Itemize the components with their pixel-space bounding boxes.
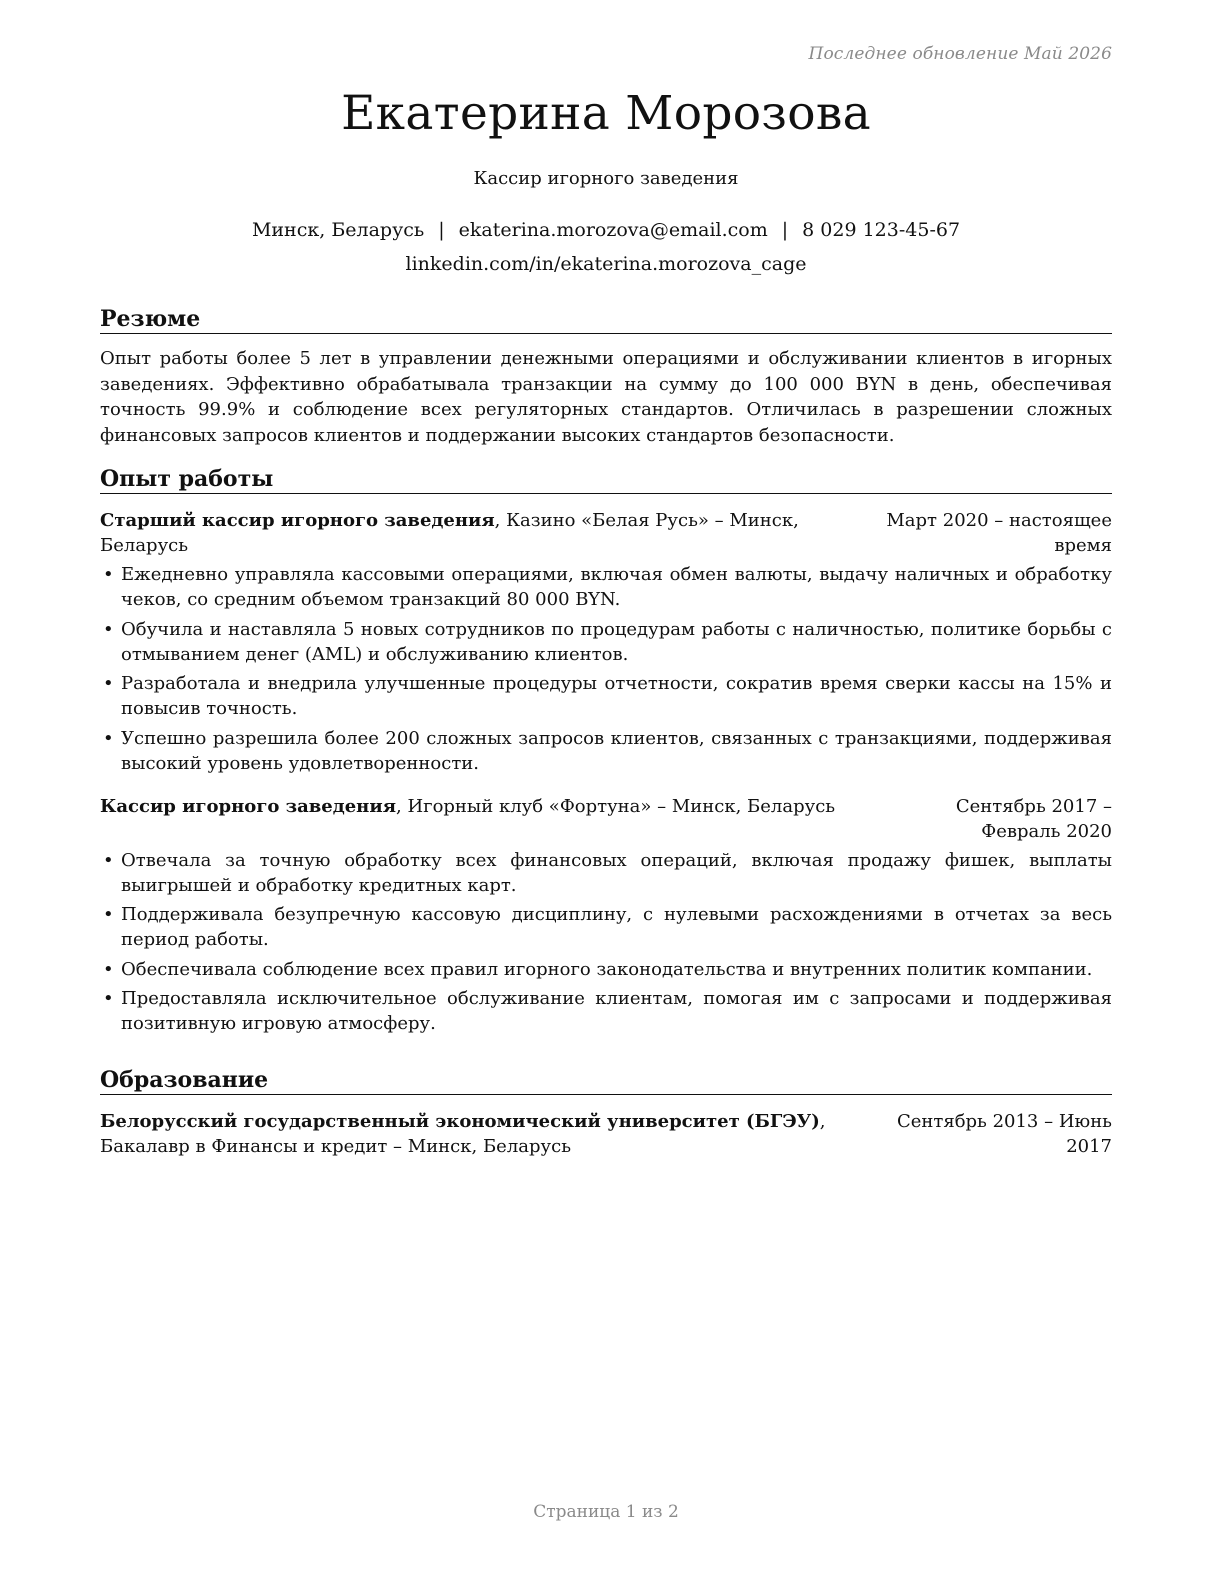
bullet-text: Поддерживала безупречную кассовую дисциплину, с нулевыми расхождениями в отчетах за весь период работы. <box>121 904 1112 950</box>
job-bullets <box>100 848 1112 1037</box>
education-entry <box>100 1109 1112 1159</box>
page-number: Страница 1 из 2 <box>533 1502 679 1522</box>
contact-line <box>100 219 1112 241</box>
bullet-text: Отвечала за точную обработку всех финансовых операций, включая продажу фишек, выплаты выигрышей и обработку кредитных карт. <box>121 849 1112 896</box>
job-header <box>100 794 1112 844</box>
bullet-icon: • <box>103 673 114 694</box>
education-institution: Белорусский государственный экономический университет (БГЭУ) <box>100 1111 820 1132</box>
resume-page <box>100 0 1112 1584</box>
job-company: , Игорный клуб «Фортуна» – Минск, Беларусь <box>396 795 836 817</box>
bullet-icon: • <box>103 618 114 640</box>
job-header <box>100 508 1112 558</box>
job-entry <box>100 794 1112 1037</box>
job-company: , Казино «Белая Русь» – Минск, Беларусь <box>100 510 799 556</box>
list-item <box>100 617 1112 667</box>
job-role <box>100 508 872 558</box>
education-dates: Сентябрь 2013 – Июнь 2017 <box>896 1111 1112 1157</box>
job-role <box>100 794 835 844</box>
job-bullets <box>100 562 1112 776</box>
list-item <box>100 726 1112 776</box>
education-section <box>100 1067 1112 1159</box>
bullet-icon: • <box>103 564 114 585</box>
bullet-text: Успешно разрешила более 200 сложных запросов клиентов, связанных с транзакциями, поддерживая высокий уровень удовлетворенности. <box>121 727 1112 774</box>
bullet-text: Обеспечивала соблюдение всех правил игорного законодательства и внутренних политик компании. <box>121 958 1093 980</box>
location: Минск, Беларусь <box>251 219 425 241</box>
list-item <box>100 902 1112 952</box>
separator: | <box>438 219 445 241</box>
job-title: Кассир игорного заведения <box>473 168 739 189</box>
summary-text: Опыт работы более 5 лет в управлении денежными операциями и обслуживании клиентов в игорных заведениях. Эффективно обрабатывала транзакции на сумму до 100 000 BYN в день, обеспечивая точность 99.9% и соблюдение всех регуляторных стандартов. Отличилась в разрешении сложных финансовых запросов клиентов и поддержании высоких стандартов безопасности. <box>100 348 1112 446</box>
bullet-text: Предоставляла исключительное обслуживание клиентам, помогая им с запросами и поддерживая позитивную игровую атмосферу. <box>121 988 1112 1034</box>
bullet-text: Разработала и внедрила улучшенные процедуры отчетности, сократив время сверки кассы на 15% и повысив точность. <box>121 673 1112 719</box>
job-position: Старший кассир игорного заведения <box>100 510 495 531</box>
bullet-icon: • <box>103 988 114 1009</box>
last-updated: Последнее обновление Май 2026 <box>808 44 1112 64</box>
job-entry <box>100 508 1112 776</box>
list-item <box>100 957 1112 982</box>
summary-section <box>100 306 1112 448</box>
section-title-education: Образование <box>100 1067 1112 1095</box>
bullet-text: Обучила и наставляла 5 новых сотрудников по процедурам работы с наличностью, политике борьбы с отмыванием денег (AML) и обслуживанию клиентов. <box>121 618 1112 665</box>
bullet-icon: • <box>103 904 114 925</box>
section-title-experience: Опыт работы <box>100 466 1112 494</box>
bullet-icon: • <box>103 958 114 980</box>
job-position: Кассир игорного заведения <box>100 795 396 817</box>
list-item <box>100 848 1112 898</box>
phone[interactable]: 8 029 123-45-67 <box>802 219 961 241</box>
education-details: , Бакалавр в Финансы и кредит – Минск, Беларусь <box>100 1111 826 1157</box>
education-degree <box>100 1109 862 1159</box>
separator: | <box>781 219 789 241</box>
experience-section <box>100 466 1112 1041</box>
bullet-icon: • <box>103 727 114 749</box>
section-title-summary: Резюме <box>100 306 1112 334</box>
list-item <box>100 562 1112 612</box>
job-dates: Март 2020 – настоящее время <box>886 510 1112 556</box>
linkedin-link[interactable]: linkedin.com/in/ekaterina.morozova_cage <box>405 253 807 275</box>
bullet-text: Ежедневно управляла кассовыми операциями, включая обмен валюты, выдачу наличных и обработку чеков, со средним объемом транзакций 80 000 BYN. <box>121 564 1112 610</box>
job-dates: Сентябрь 2017 – Февраль 2020 <box>955 795 1112 842</box>
email[interactable]: ekaterina.morozova@email.com <box>458 219 768 241</box>
bullet-icon: • <box>103 849 114 871</box>
candidate-name: Екатерина Морозова <box>341 86 871 141</box>
list-item <box>100 671 1112 721</box>
list-item <box>100 986 1112 1036</box>
